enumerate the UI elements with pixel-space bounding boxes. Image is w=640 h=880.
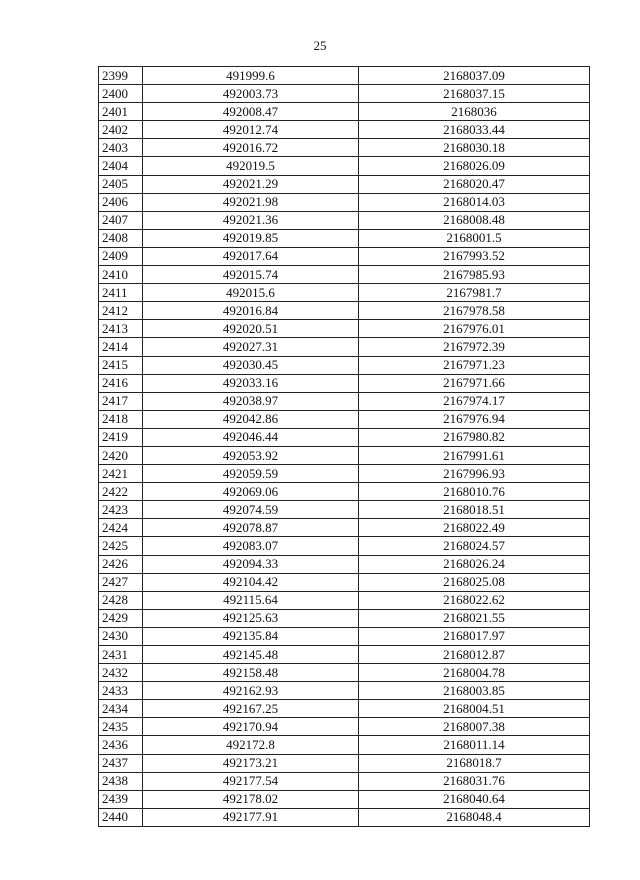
y-coordinate-cell: 2167971.66 <box>359 374 590 392</box>
y-coordinate-cell: 2168004.51 <box>359 700 590 718</box>
point-number-cell: 2414 <box>99 338 143 356</box>
table-row <box>99 320 590 338</box>
x-coordinate-cell: 492078.87 <box>143 519 359 537</box>
y-coordinate-cell: 2168024.57 <box>359 537 590 555</box>
y-coordinate-cell: 2168020.47 <box>359 175 590 193</box>
point-number-cell: 2438 <box>99 772 143 790</box>
y-coordinate-cell: 2167978.58 <box>359 302 590 320</box>
table-row <box>99 736 590 754</box>
point-number-cell: 2410 <box>99 266 143 284</box>
point-number-cell: 2402 <box>99 121 143 139</box>
table-row <box>99 555 590 573</box>
table-row <box>99 609 590 627</box>
y-coordinate-cell: 2167972.39 <box>359 338 590 356</box>
point-number-cell: 2431 <box>99 646 143 664</box>
point-number-cell: 2415 <box>99 356 143 374</box>
table-row <box>99 700 590 718</box>
y-coordinate-cell: 2168003.85 <box>359 682 590 700</box>
x-coordinate-cell: 492125.63 <box>143 609 359 627</box>
table-row <box>99 410 590 428</box>
table-row <box>99 519 590 537</box>
table-row <box>99 808 590 826</box>
table-row <box>99 537 590 555</box>
x-coordinate-cell: 492178.02 <box>143 790 359 808</box>
table-row <box>99 790 590 808</box>
y-coordinate-cell: 2168040.64 <box>359 790 590 808</box>
y-coordinate-cell: 2168026.24 <box>359 555 590 573</box>
x-coordinate-cell: 492135.84 <box>143 627 359 645</box>
y-coordinate-cell: 2168031.76 <box>359 772 590 790</box>
y-coordinate-cell: 2168008.48 <box>359 211 590 229</box>
point-number-cell: 2416 <box>99 374 143 392</box>
table-row <box>99 67 590 85</box>
table-row <box>99 772 590 790</box>
y-coordinate-cell: 2168017.97 <box>359 627 590 645</box>
table-row <box>99 446 590 464</box>
point-number-cell: 2411 <box>99 284 143 302</box>
y-coordinate-cell: 2168010.76 <box>359 483 590 501</box>
point-number-cell: 2440 <box>99 808 143 826</box>
y-coordinate-cell: 2167971.23 <box>359 356 590 374</box>
table-row <box>99 103 590 121</box>
x-coordinate-cell: 492115.64 <box>143 591 359 609</box>
point-number-cell: 2439 <box>99 790 143 808</box>
point-number-cell: 2436 <box>99 736 143 754</box>
y-coordinate-cell: 2168030.18 <box>359 139 590 157</box>
x-coordinate-cell: 492033.16 <box>143 374 359 392</box>
y-coordinate-cell: 2167976.01 <box>359 320 590 338</box>
table-row <box>99 121 590 139</box>
x-coordinate-cell: 492012.74 <box>143 121 359 139</box>
point-number-cell: 2427 <box>99 573 143 591</box>
x-coordinate-cell: 492053.92 <box>143 446 359 464</box>
point-number-cell: 2408 <box>99 229 143 247</box>
point-number-cell: 2413 <box>99 320 143 338</box>
y-coordinate-cell: 2168022.62 <box>359 591 590 609</box>
point-number-cell: 2432 <box>99 664 143 682</box>
point-number-cell: 2433 <box>99 682 143 700</box>
point-number-cell: 2417 <box>99 392 143 410</box>
point-number-cell: 2407 <box>99 211 143 229</box>
y-coordinate-cell: 2168033.44 <box>359 121 590 139</box>
point-number-cell: 2409 <box>99 247 143 265</box>
y-coordinate-cell: 2168018.7 <box>359 754 590 772</box>
table-row <box>99 591 590 609</box>
y-coordinate-cell: 2167974.17 <box>359 392 590 410</box>
point-number-cell: 2400 <box>99 85 143 103</box>
table-row <box>99 338 590 356</box>
point-number-cell: 2434 <box>99 700 143 718</box>
table-row <box>99 157 590 175</box>
point-number-cell: 2423 <box>99 501 143 519</box>
x-coordinate-cell: 492145.48 <box>143 646 359 664</box>
table-row <box>99 465 590 483</box>
x-coordinate-cell: 492094.33 <box>143 555 359 573</box>
y-coordinate-cell: 2167996.93 <box>359 465 590 483</box>
table-row <box>99 428 590 446</box>
y-coordinate-cell: 2168037.15 <box>359 85 590 103</box>
x-coordinate-cell: 492083.07 <box>143 537 359 555</box>
table-row <box>99 646 590 664</box>
x-coordinate-cell: 492038.97 <box>143 392 359 410</box>
y-coordinate-cell: 2167981.7 <box>359 284 590 302</box>
table-row <box>99 193 590 211</box>
x-coordinate-cell: 492019.5 <box>143 157 359 175</box>
point-number-cell: 2404 <box>99 157 143 175</box>
point-number-cell: 2418 <box>99 410 143 428</box>
x-coordinate-cell: 492172.8 <box>143 736 359 754</box>
x-coordinate-cell: 492173.21 <box>143 754 359 772</box>
table-row <box>99 573 590 591</box>
x-coordinate-cell: 492015.6 <box>143 284 359 302</box>
x-coordinate-cell: 492017.64 <box>143 247 359 265</box>
y-coordinate-cell: 2168048.4 <box>359 808 590 826</box>
x-coordinate-cell: 491999.6 <box>143 67 359 85</box>
table-row <box>99 501 590 519</box>
point-number-cell: 2419 <box>99 428 143 446</box>
coordinates-table-body <box>99 67 590 827</box>
x-coordinate-cell: 492074.59 <box>143 501 359 519</box>
y-coordinate-cell: 2168001.5 <box>359 229 590 247</box>
x-coordinate-cell: 492162.93 <box>143 682 359 700</box>
table-row <box>99 85 590 103</box>
x-coordinate-cell: 492021.29 <box>143 175 359 193</box>
table-row <box>99 718 590 736</box>
y-coordinate-cell: 2168011.14 <box>359 736 590 754</box>
y-coordinate-cell: 2167976.94 <box>359 410 590 428</box>
table-row <box>99 682 590 700</box>
x-coordinate-cell: 492008.47 <box>143 103 359 121</box>
x-coordinate-cell: 492046.44 <box>143 428 359 446</box>
point-number-cell: 2422 <box>99 483 143 501</box>
point-number-cell: 2425 <box>99 537 143 555</box>
table-row <box>99 229 590 247</box>
x-coordinate-cell: 492003.73 <box>143 85 359 103</box>
table-row <box>99 627 590 645</box>
x-coordinate-cell: 492016.84 <box>143 302 359 320</box>
point-number-cell: 2420 <box>99 446 143 464</box>
x-coordinate-cell: 492069.06 <box>143 483 359 501</box>
x-coordinate-cell: 492177.91 <box>143 808 359 826</box>
y-coordinate-cell: 2168004.78 <box>359 664 590 682</box>
table-row <box>99 139 590 157</box>
point-number-cell: 2435 <box>99 718 143 736</box>
table-row <box>99 754 590 772</box>
x-coordinate-cell: 492104.42 <box>143 573 359 591</box>
y-coordinate-cell: 2168018.51 <box>359 501 590 519</box>
x-coordinate-cell: 492015.74 <box>143 266 359 284</box>
y-coordinate-cell: 2168012.87 <box>359 646 590 664</box>
table-row <box>99 266 590 284</box>
x-coordinate-cell: 492167.25 <box>143 700 359 718</box>
point-number-cell: 2403 <box>99 139 143 157</box>
table-row <box>99 302 590 320</box>
point-number-cell: 2424 <box>99 519 143 537</box>
table-row <box>99 211 590 229</box>
coordinates-table <box>98 66 590 827</box>
point-number-cell: 2412 <box>99 302 143 320</box>
x-coordinate-cell: 492177.54 <box>143 772 359 790</box>
y-coordinate-cell: 2168007.38 <box>359 718 590 736</box>
x-coordinate-cell: 492019.85 <box>143 229 359 247</box>
y-coordinate-cell: 2168025.08 <box>359 573 590 591</box>
table-row <box>99 247 590 265</box>
y-coordinate-cell: 2167980.82 <box>359 428 590 446</box>
point-number-cell: 2405 <box>99 175 143 193</box>
y-coordinate-cell: 2167993.52 <box>359 247 590 265</box>
point-number-cell: 2406 <box>99 193 143 211</box>
y-coordinate-cell: 2168021.55 <box>359 609 590 627</box>
y-coordinate-cell: 2167985.93 <box>359 266 590 284</box>
x-coordinate-cell: 492020.51 <box>143 320 359 338</box>
table-row <box>99 284 590 302</box>
y-coordinate-cell: 2168036 <box>359 103 590 121</box>
x-coordinate-cell: 492027.31 <box>143 338 359 356</box>
y-coordinate-cell: 2168026.09 <box>359 157 590 175</box>
x-coordinate-cell: 492042.86 <box>143 410 359 428</box>
page-number: 25 <box>313 38 327 53</box>
y-coordinate-cell: 2168037.09 <box>359 67 590 85</box>
point-number-cell: 2401 <box>99 103 143 121</box>
table-row <box>99 374 590 392</box>
table-row <box>99 392 590 410</box>
y-coordinate-cell: 2167991.61 <box>359 446 590 464</box>
x-coordinate-cell: 492059.59 <box>143 465 359 483</box>
table-row <box>99 483 590 501</box>
point-number-cell: 2421 <box>99 465 143 483</box>
point-number-cell: 2429 <box>99 609 143 627</box>
point-number-cell: 2428 <box>99 591 143 609</box>
point-number-cell: 2426 <box>99 555 143 573</box>
x-coordinate-cell: 492016.72 <box>143 139 359 157</box>
y-coordinate-cell: 2168014.03 <box>359 193 590 211</box>
point-number-cell: 2399 <box>99 67 143 85</box>
x-coordinate-cell: 492158.48 <box>143 664 359 682</box>
x-coordinate-cell: 492030.45 <box>143 356 359 374</box>
x-coordinate-cell: 492021.36 <box>143 211 359 229</box>
point-number-cell: 2437 <box>99 754 143 772</box>
y-coordinate-cell: 2168022.49 <box>359 519 590 537</box>
table-row <box>99 356 590 374</box>
table-row <box>99 175 590 193</box>
point-number-cell: 2430 <box>99 627 143 645</box>
table-row <box>99 664 590 682</box>
x-coordinate-cell: 492170.94 <box>143 718 359 736</box>
x-coordinate-cell: 492021.98 <box>143 193 359 211</box>
